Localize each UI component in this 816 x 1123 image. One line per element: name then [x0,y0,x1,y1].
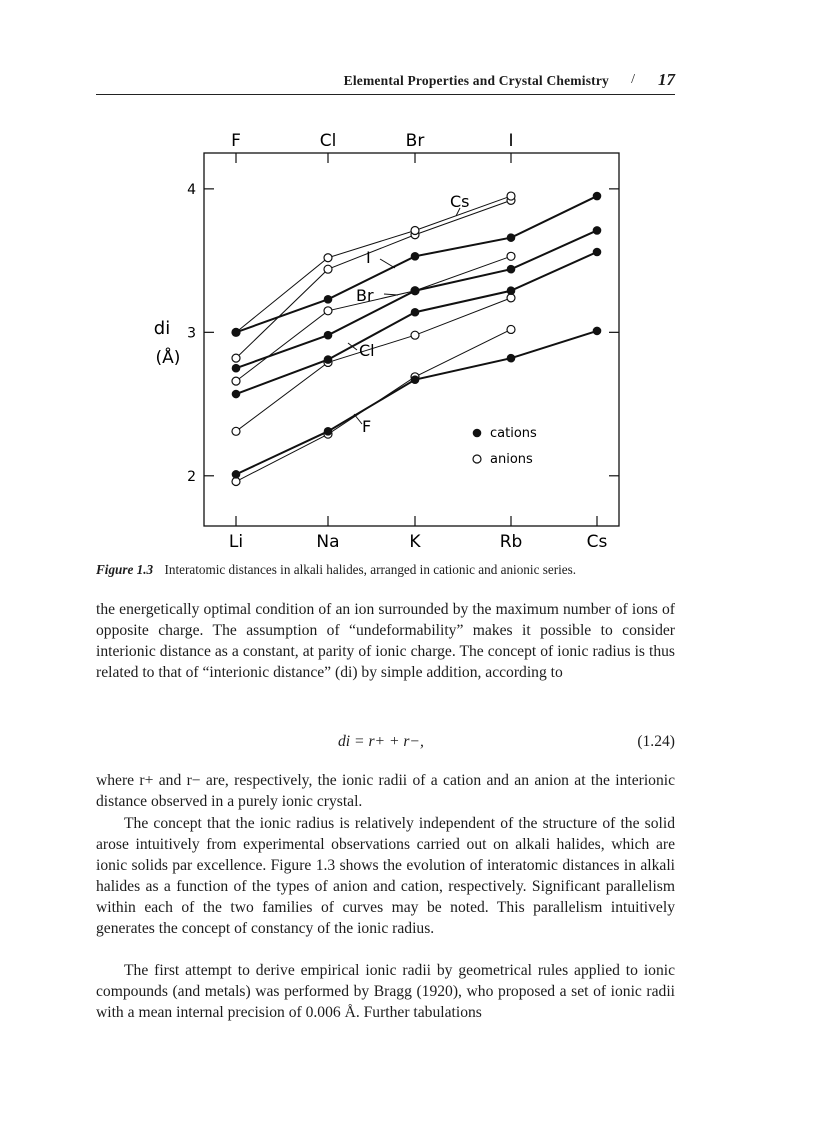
cation-point-Cl [507,286,516,295]
paragraph-1: the energetically optimal condition of an ion surrounded by the maximum number of ions of opposite charge. The assumption of “undeformability” makes it possible to consider interionic distance as a constant, at parity of ionic charge. The concept of ionic radius is thus related to that of “interionic distance” (di) by simple addition, according to [96,601,675,681]
legend-cation-marker [473,429,482,438]
paragraph-2: where r+ and r− are, respectively, the ionic radii of a cation and an anion at the interionic distance observed in a purely ionic crystal. [96,772,675,810]
cation-point-Br [593,226,602,235]
anion-point-Cs [411,226,419,234]
anion-axis-label: Cl [319,131,337,151]
cation-point-I [411,252,420,261]
anion-point-Li [232,478,240,486]
figure-caption-text: Interatomic distances in alkali halides, arranged in cationic and anionic series. [164,562,577,577]
anion-point-Rb [232,354,240,362]
cation-axis-label: K [409,532,421,552]
cation-point-Br [324,331,333,340]
cation-axis-label: Cs [586,532,608,552]
legend-anion-label: anions [490,452,533,467]
anion-point-Na [232,427,240,435]
figure-caption [96,562,675,578]
curve-label-F: F [362,417,372,436]
cation-point-F [232,470,241,479]
equation-formula: di = r+ + r−, [338,733,424,750]
running-header [96,68,675,95]
plot-frame [204,153,619,526]
y-axis-label: di [153,318,171,339]
cation-point-F [507,354,516,363]
equation-number: (1.24) [637,733,675,750]
cation-series-line-F [236,331,597,474]
anion-point-K [507,252,515,260]
ytick-label: 3 [187,325,196,342]
cation-point-F [324,427,333,436]
anion-point-Na [411,331,419,339]
cation-point-Cl [324,355,333,364]
cation-point-I [593,192,602,201]
anion-point-Na [507,294,515,302]
ytick-label: 4 [187,181,196,198]
anion-point-Cs [507,192,515,200]
paragraph-3: The concept that the ionic radius is relatively independent of the structure of the solid arose intuitively from experimental observations carried out on alkali halides, which are ionic solids par excellence. Figure 1.3 shows the evolution of interatomic distances in alkali halides as a function of the types of anion and cation, respectively. Significant parallelism within each of the two families of curves may be noted. This parallelism intuitively generates the concept of constancy of the ionic radius. [96,815,675,937]
y-axis-unit: (Å) [155,348,181,368]
interatomic-distance-chart [140,128,640,558]
cation-point-I [324,295,333,304]
cation-point-Br [411,286,420,295]
legend-cation-label: cations [490,426,537,441]
anion-point-K [324,307,332,315]
curve-label-Cl: Cl [359,341,375,360]
header-title: Elemental Properties and Crystal Chemistry [343,73,609,88]
anion-axis-label: I [508,131,514,151]
cation-axis-label: Na [316,532,340,552]
cation-point-Cl [411,308,420,317]
cation-axis-label: Li [228,532,244,552]
anion-point-Li [507,325,515,333]
anion-point-K [232,377,240,385]
cation-point-Br [232,364,241,373]
cation-point-Br [507,265,516,274]
anion-point-Cs [324,254,332,262]
page-number: 17 [658,70,675,89]
curve-label-I: I [366,248,371,267]
legend-anion-marker [473,455,481,463]
cation-point-F [411,375,420,384]
curve-label-Br: Br [356,286,374,305]
cation-point-Cl [232,390,241,399]
anion-point-Rb [324,265,332,273]
header-separator: / [631,72,635,87]
cation-axis-label: Rb [499,532,523,552]
anion-axis-label: Br [405,131,425,151]
curve-label-Cs: Cs [450,192,470,211]
paragraph-4: The first attempt to derive empirical ionic radii by geometrical rules applied to ionic compounds (and metals) was performed by Bragg (1920), who proposed a set of ionic radii with a mean internal precision of 0.006 Å. Further tabulations [96,962,675,1021]
cation-point-I [507,233,516,242]
cation-point-Cl [593,248,602,257]
cation-point-I [232,328,241,337]
cation-point-F [593,327,602,336]
ytick-label: 2 [187,468,196,485]
figure-label: Figure 1.3 [96,562,154,577]
anion-axis-label: F [231,131,241,151]
